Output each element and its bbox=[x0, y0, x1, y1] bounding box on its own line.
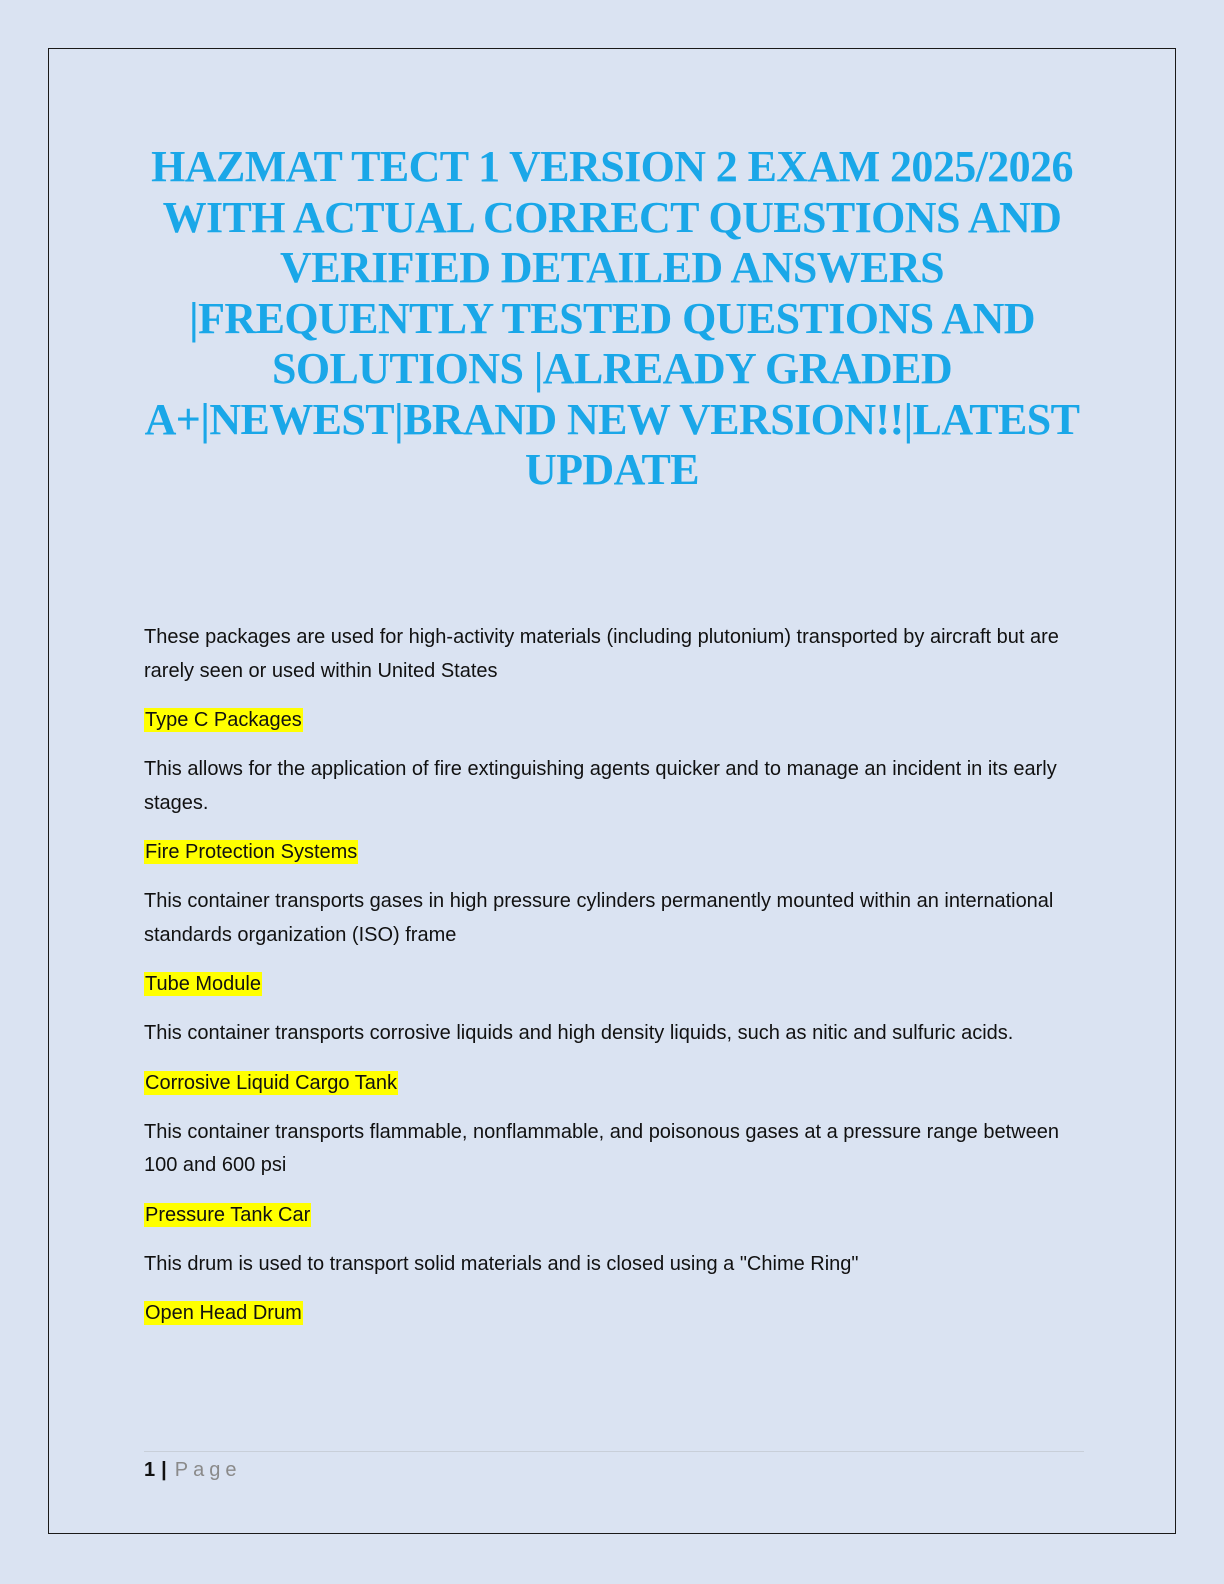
question-text: This container transports gases in high pressure cylinders permanently mounted within an international standards organization (ISO) frame bbox=[144, 890, 1054, 946]
question-text: This container transports flammable, nonflammable, and poisonous gases at a pressure range between 100 and 600 psi bbox=[144, 1120, 1059, 1176]
qa-item bbox=[144, 621, 1084, 737]
page-label: Page bbox=[174, 1459, 242, 1481]
answer-text bbox=[144, 836, 1084, 869]
qa-item bbox=[144, 1248, 1084, 1331]
page-footer bbox=[144, 1456, 241, 1484]
answer-text bbox=[144, 968, 1084, 1001]
answer-highlight: Type C Packages bbox=[145, 709, 302, 731]
footer-divider bbox=[144, 1451, 1084, 1452]
page-number: 1 bbox=[144, 1459, 156, 1481]
answer-text bbox=[144, 1199, 1084, 1232]
answer-highlight: Pressure Tank Car bbox=[145, 1203, 311, 1226]
qa-item bbox=[144, 1017, 1084, 1100]
answer-highlight: Corrosive Liquid Cargo Tank bbox=[145, 1071, 397, 1094]
question-text: This allows for the application of fire extinguishing agents quicker and to manage an incident in its early stages. bbox=[144, 758, 1057, 814]
answer-text bbox=[144, 1297, 1084, 1330]
answer-text bbox=[144, 1067, 1084, 1100]
answer-highlight: Open Head Drum bbox=[145, 1302, 302, 1324]
question-text: These packages are used for high-activity materials (including plutonium) transported by aircraft but are rarely seen or used within United States bbox=[144, 626, 1059, 682]
answer-highlight: Tube Module bbox=[145, 973, 261, 995]
answer-highlight: Fire Protection Systems bbox=[145, 841, 358, 863]
footer-separator: | bbox=[161, 1459, 167, 1481]
qa-list bbox=[144, 621, 1084, 1346]
qa-item bbox=[144, 1116, 1084, 1232]
question-text: This container transports corrosive liquids and high density liquids, such as nitic and sulfuric acids. bbox=[144, 1022, 1014, 1044]
question-text: This drum is used to transport solid materials and is closed using a "Chime Ring" bbox=[144, 1252, 859, 1275]
qa-item bbox=[144, 753, 1084, 869]
document-title: HAZMAT TECT 1 VERSION 2 EXAM 2025/2026 WITH ACTUAL CORRECT QUESTIONS AND VERIFIED DETAILED ANSWERS |FREQUENTLY TESTED QUESTIONS AND SOLUTIONS |ALREADY GRADED A+|NEWEST|BRAND NEW VERSION!!|LATEST UPDATE bbox=[144, 142, 1080, 494]
qa-item bbox=[144, 885, 1084, 1001]
answer-text bbox=[144, 704, 1084, 737]
